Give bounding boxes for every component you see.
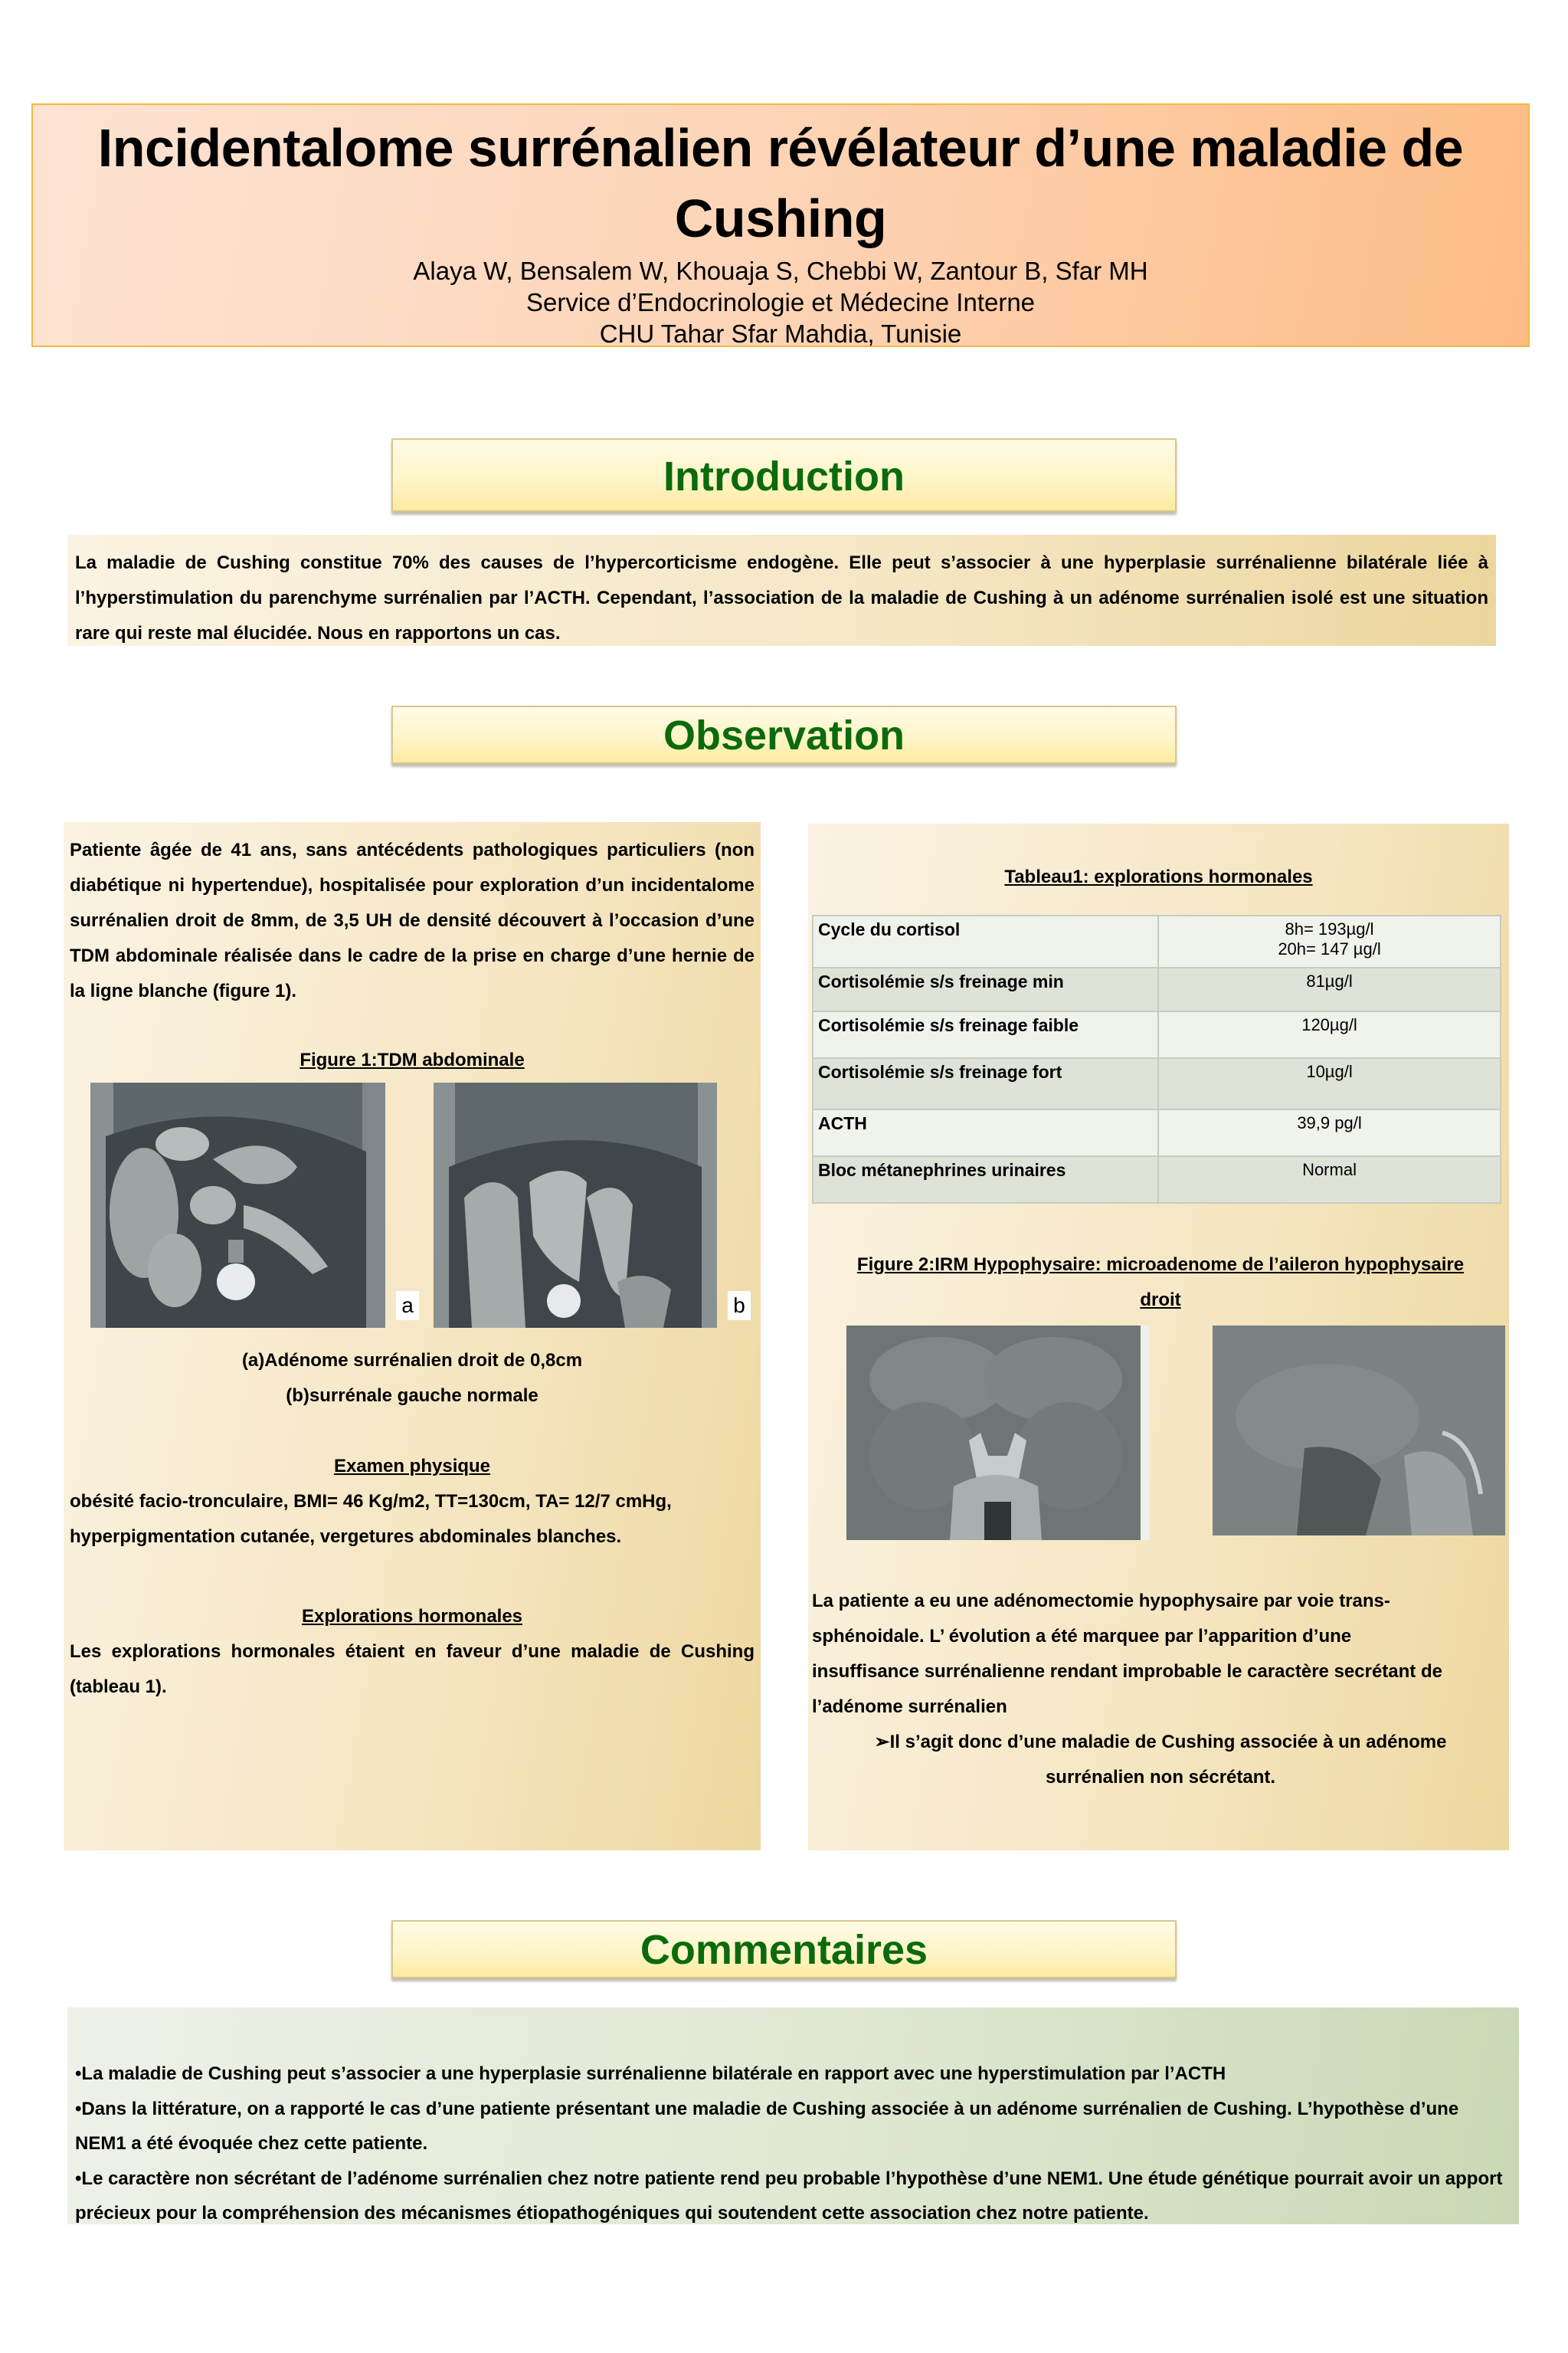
arrow-bullet-icon: ➢ <box>874 1732 890 1752</box>
cortisol-8h-value: 8h= 193µg/l <box>1285 919 1374 939</box>
figure1-label-a: a <box>396 1291 419 1320</box>
commentaires-box <box>67 2007 1519 2224</box>
ct-scan-image-b <box>434 1083 717 1328</box>
table-cell-label: ACTH <box>813 1109 1158 1156</box>
figure2-title <box>823 1247 1498 1318</box>
table-row <box>813 916 1501 968</box>
mri-graphic-coronal <box>846 1326 1149 1540</box>
comment-bullet: •Dans la littérature, on a rapporté le cas d’une patiente présentant une maladie de Cushing associée à un adénome surrénalien de Cushing. L’hypothèse d’une NEM1 a été évoquée chez cette patiente. <box>75 2098 1459 2154</box>
ct-scan-graphic-b <box>434 1083 717 1328</box>
table-row <box>813 1109 1501 1156</box>
poster-title: Incidentalome surrénalien révélateur d’une maladie de Cushing <box>97 118 1464 248</box>
institution: CHU Tahar Sfar Mahdia, Tunisie <box>599 320 962 348</box>
mri-image-coronal <box>846 1326 1149 1540</box>
table-cell-value <box>1158 916 1501 968</box>
physical-exam-heading: Examen physique <box>333 1456 491 1476</box>
ct-scan-graphic-a <box>90 1083 385 1328</box>
table-cell-label: Cortisolémie s/s freinage min <box>813 968 1158 1011</box>
table-row <box>813 1156 1501 1203</box>
introduction-heading: Introduction <box>391 438 1177 512</box>
table-cell-label: Cortisolémie s/s freinage fort <box>813 1058 1158 1109</box>
commentaires-heading: Commentaires <box>391 1920 1177 1978</box>
table-cell-value: 10µg/l <box>1158 1058 1501 1109</box>
mri-graphic-sagittal <box>1213 1326 1505 1535</box>
figure2-title-line1: Figure 2:IRM Hypophysaire: microadenome de l’aileron hypophysaire <box>856 1254 1465 1275</box>
figure2-title-line2: droit <box>1140 1290 1181 1310</box>
conclusion <box>823 1725 1498 1795</box>
comment-bullet: •Le caractère non sécrétant de l’adénome surrénalien chez notre patiente rend peu probable l’hypothèse d’une NEM1. Une étude génétique pourrait avoir un apport précieux pour la compréhension des mécanismes étiopathogéniques qui soutendent cette association chez notre patiente. <box>75 2168 1503 2224</box>
table-cell-value: 81µg/l <box>1158 968 1501 1011</box>
figure1-images <box>70 1083 755 1343</box>
hormonal-explorations-text: Les explorations hormonales étaient en faveur d’une maladie de Cushing (tableau 1). <box>70 1641 755 1697</box>
department: Service d’Endocrinologie et Médecine Interne <box>525 288 1036 316</box>
mri-image-sagittal <box>1213 1326 1505 1535</box>
table-cell-label: Bloc métanephrines urinaires <box>813 1156 1158 1203</box>
table-row <box>813 1058 1501 1109</box>
case-description: Patiente âgée de 41 ans, sans antécédents pathologiques particuliers (non diabétique ni hypertendue), hospitalisée pour exploration d’un incidentalome surrénalien droit de 8mm, de 3,5 UH de densité découvert à l’occasion d’une TDM abdominale réalisée dans le cadre de la prise en charge d’une hernie de la ligne blanche (figure 1). <box>70 840 755 1001</box>
observation-heading: Observation <box>391 706 1177 764</box>
table-cell-label: Cycle du cortisol <box>813 916 1158 968</box>
hormonal-explorations-table <box>812 915 1501 1204</box>
figure1-caption-b: (b)surrénale gauche normale <box>286 1385 538 1406</box>
table-row <box>813 1011 1501 1058</box>
introduction-text: La maladie de Cushing constitue 70% des causes de l’hypercorticisme endogène. Elle peut s’associer à une hyperplasie surrénalienne bilatérale liée à l’hyperstimulation du parenchyme surrénalien par l’ACTH. Cependant, l’association de la maladie de Cushing à un adénome surrénalien isolé est une situation rare qui reste mal élucidée. Nous en rapportons un cas. <box>67 535 1496 646</box>
table-cell-value: Normal <box>1158 1156 1501 1203</box>
table-cell-value: 120µg/l <box>1158 1011 1501 1058</box>
poster-header <box>31 103 1530 347</box>
table-row <box>813 968 1501 1011</box>
outcome-text: La patiente a eu une adénomectomie hypophysaire par voie trans-sphénoidale. L’ évolution a été marquee par l’apparition d’une insuffisance surrénalienne rendant improbable le caractère secrétant de l’adénome surrénalien <box>812 1591 1442 1717</box>
ct-scan-image-a <box>90 1083 385 1328</box>
figure1-label-b: b <box>728 1291 751 1320</box>
figure1-title: Figure 1:TDM abdominale <box>300 1050 525 1070</box>
observation-right-panel <box>808 824 1509 1850</box>
conclusion-text: Il s’agit donc d’une maladie de Cushing associée à un adénome surrénalien non sécrétant. <box>889 1732 1447 1788</box>
table-cell-label: Cortisolémie s/s freinage faible <box>813 1011 1158 1058</box>
hormonal-explorations-heading: Explorations hormonales <box>301 1606 523 1627</box>
table-title: Tableau1: explorations hormonales <box>1004 867 1313 887</box>
table-cell-value: 39,9 pg/l <box>1158 1109 1501 1156</box>
authors: Alaya W, Bensalem W, Khouaja S, Chebbi W, Zantour B, Sfar MH <box>413 257 1148 285</box>
physical-exam-text: obésité facio-tronculaire, BMI= 46 Kg/m2, TT=130cm, TA= 12/7 cmHg, hyperpigmentation cutanée, vergetures abdominales blanches. <box>70 1491 672 1547</box>
figure1-caption-a: (a)Adénome surrénalien droit de 0,8cm <box>241 1350 583 1371</box>
comment-bullet: •La maladie de Cushing peut s’associer a une hyperplasie surrénalienne bilatérale en rapport avec une hyperstimulation par l’ACTH <box>75 2063 1226 2084</box>
observation-left-panel <box>64 822 761 1850</box>
cortisol-20h-value: 20h= 147 µg/l <box>1278 939 1381 959</box>
